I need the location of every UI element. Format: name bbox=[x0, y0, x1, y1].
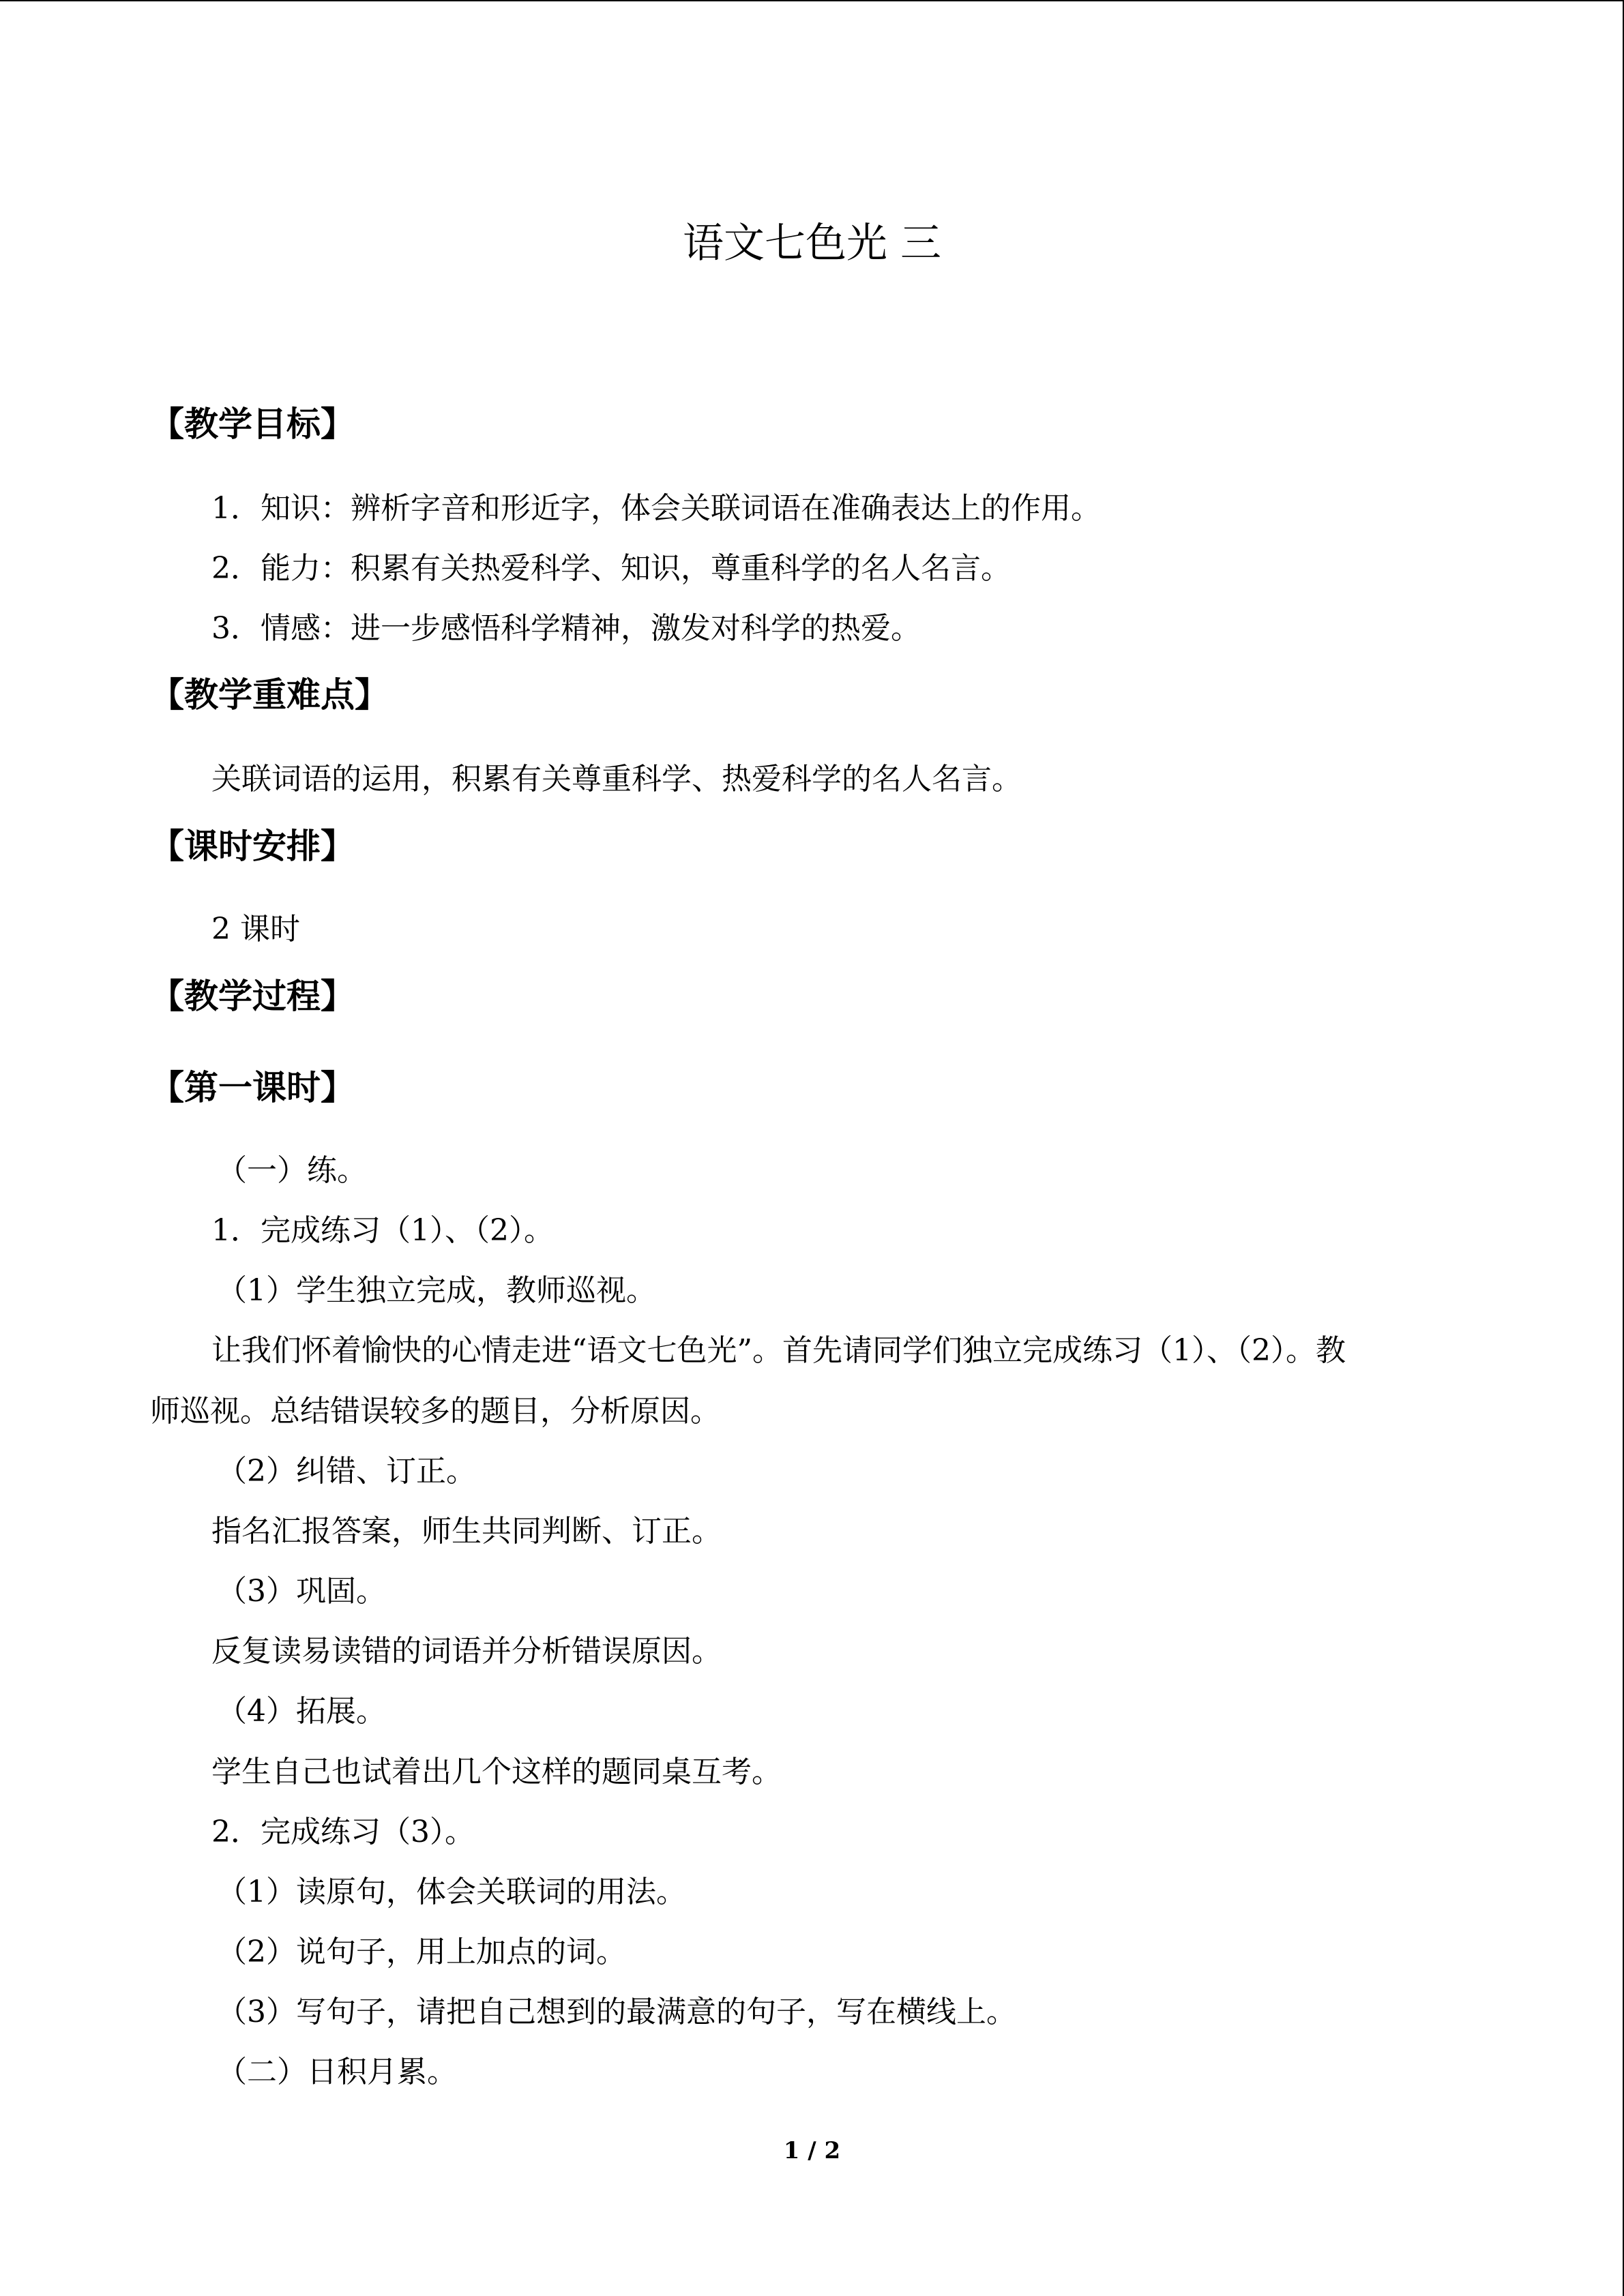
key-points-text: 关联词语的运用，积累有关尊重科学、热爱科学的名人名言。 bbox=[211, 762, 1022, 796]
lesson-line: （1）学生独立完成，教师巡视。 bbox=[217, 1273, 656, 1308]
lesson-line: （4）拓展。 bbox=[217, 1694, 386, 1729]
lesson-line: （1）读原句，体会关联词的用法。 bbox=[217, 1875, 686, 1909]
lesson-line: （3）巩固。 bbox=[217, 1574, 386, 1609]
lesson-line: 学生自己也试着出几个这样的题同桌互考。 bbox=[211, 1755, 782, 1789]
lesson-line: 指名汇报答案，师生共同判断、订正。 bbox=[211, 1514, 722, 1549]
objective-item: 3．情感：进一步感悟科学精神，激发对科学的热爱。 bbox=[211, 611, 921, 646]
lesson-line: 让我们怀着愉快的心情走进“语文七色光”。首先请同学们独立完成练习（1）、（2）。教 bbox=[211, 1333, 1346, 1368]
lesson-line: （2）纠错、订正。 bbox=[217, 1454, 476, 1489]
heading-lesson-1: 【第一课时】 bbox=[150, 1068, 355, 1107]
lesson-line: （一）练。 bbox=[217, 1153, 367, 1188]
heading-key-points: 【教学重难点】 bbox=[150, 675, 389, 715]
lesson-line: （二）日积月累。 bbox=[217, 2055, 457, 2089]
document-title: 语文七色光 三 bbox=[682, 220, 942, 267]
heading-objectives: 【教学目标】 bbox=[150, 404, 355, 444]
lesson-line: 1．完成练习（1）、（2）。 bbox=[211, 1213, 554, 1248]
lesson-line: 2．完成练习（3）。 bbox=[211, 1815, 475, 1849]
heading-process: 【教学过程】 bbox=[150, 976, 355, 1016]
lesson-line: （3）写句子，请把自己想到的最满意的句子，写在横线上。 bbox=[217, 1995, 1016, 2029]
lesson-line: 师巡视。总结错误较多的题目，分析原因。 bbox=[150, 1394, 720, 1429]
schedule-text: 2 课时 bbox=[211, 912, 300, 946]
lesson-line: （2）说句子，用上加点的词。 bbox=[217, 1935, 626, 1969]
lesson-line: 反复读易读错的词语并分析错误原因。 bbox=[211, 1634, 722, 1669]
objective-item: 2．能力：积累有关热爱科学、知识，尊重科学的名人名言。 bbox=[211, 551, 1011, 586]
heading-schedule: 【课时安排】 bbox=[150, 826, 355, 866]
page-number: 1 / 2 bbox=[783, 2137, 841, 2164]
objective-item: 1．知识：辨析字音和形近字，体会关联词语在准确表达上的作用。 bbox=[211, 491, 1101, 526]
